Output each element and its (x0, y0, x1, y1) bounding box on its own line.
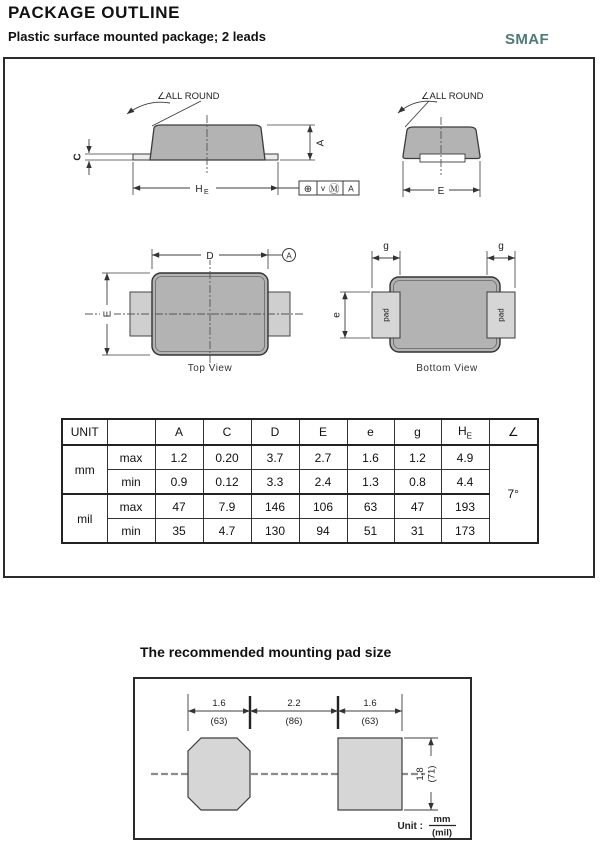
pad-dim-left-mm: 1.6 (212, 698, 226, 709)
side-all-round-leader (152, 101, 201, 126)
feature-control-frame (299, 181, 359, 196)
bottom-dim-e-label: e (331, 312, 343, 318)
value-cell: 193 (441, 494, 489, 519)
value-cell: 130 (251, 519, 299, 544)
top-dim-d-label: D (206, 251, 214, 262)
value-cell: 1.6 (347, 445, 394, 470)
side-dim-he-sub: E (204, 189, 209, 196)
header-col: E (299, 419, 347, 445)
top-dim-e-label: E (102, 310, 114, 318)
header-col: D (251, 419, 299, 445)
side-dim-c-label: C (72, 153, 84, 161)
fcf-tolerance-label: v (321, 184, 325, 193)
unit-note-mm: mm (433, 814, 451, 825)
value-cell: 0.12 (203, 470, 251, 495)
value-cell: 2.7 (299, 445, 347, 470)
unit-note-label: Unit : (397, 821, 423, 832)
unit-mm-cell: mm (62, 445, 107, 494)
table-row (62, 519, 538, 544)
bottom-view-drawing (332, 241, 516, 374)
unit-note-mil: (mil) (431, 827, 453, 838)
mounting-pad-panel (133, 677, 472, 840)
table-header-row (62, 419, 538, 445)
page-title: PACKAGE OUTLINE (8, 3, 181, 22)
package-name-badge: SMAF (505, 31, 550, 48)
pad-left-label: pad (381, 308, 391, 322)
mounting-pad-drawing (135, 679, 470, 838)
pad-dim-center-mil: (86) (285, 716, 303, 727)
fcf-position-symbol: ⊕ (303, 184, 313, 195)
value-cell: 4.4 (441, 470, 489, 495)
page-subtitle: Plastic surface mounted package; 2 leads (8, 29, 266, 44)
value-cell: 0.9 (155, 470, 203, 495)
fcf-datum-label: A (348, 183, 354, 194)
value-cell: 47 (155, 494, 203, 519)
side-body (150, 125, 265, 160)
value-cell: 7.9 (203, 494, 251, 519)
pad-dim-height-mm: 1.8 (415, 767, 426, 781)
pad-dim-right-mm: 1.6 (363, 698, 377, 709)
value-cell: 0.20 (203, 445, 251, 470)
header-blank (107, 419, 155, 445)
header-he (441, 419, 489, 445)
package-outline-panel (3, 57, 595, 578)
header-angle: ∠ (489, 419, 538, 445)
top-view-drawing (85, 248, 305, 374)
value-cell: 146 (251, 494, 299, 519)
header-col: g (394, 419, 441, 445)
pad-dim-height-mil: (71) (426, 765, 438, 783)
header-he-main: H (457, 423, 467, 438)
side-all-round-label: ∠ALL ROUND (157, 91, 220, 102)
value-cell: 35 (155, 519, 203, 544)
limit-cell: max (107, 445, 155, 470)
header-he-sub: E (466, 431, 472, 441)
mounting-pad-right (338, 738, 402, 810)
header-unit: UNIT (62, 419, 107, 445)
bottom-view-caption: Bottom View (416, 363, 478, 374)
top-view-caption: Top View (187, 363, 233, 374)
end-all-round-leader (405, 101, 429, 127)
side-dim-he-label: H (195, 184, 203, 195)
side-all-round-arc (127, 102, 170, 114)
table-row (62, 445, 538, 470)
mounting-pad-left (188, 738, 250, 810)
header-col: A (155, 419, 203, 445)
pad-dim-left-mil: (63) (210, 716, 228, 727)
unit-mil-cell: mil (62, 494, 107, 543)
value-cell: 0.8 (394, 470, 441, 495)
limit-cell: min (107, 519, 155, 544)
bottom-body (390, 277, 500, 352)
limit-cell: min (107, 470, 155, 495)
value-cell: 1.2 (155, 445, 203, 470)
value-cell: 4.7 (203, 519, 251, 544)
package-views-drawing (5, 59, 593, 391)
end-dim-e-label: E (437, 186, 445, 197)
datum-a-label: A (286, 251, 292, 261)
table-row (62, 470, 538, 495)
value-cell: 173 (441, 519, 489, 544)
value-cell: 94 (299, 519, 347, 544)
side-dim-a-label: A (315, 139, 327, 147)
value-cell: 4.9 (441, 445, 489, 470)
pad-right-label: pad (496, 308, 506, 322)
end-view-drawing (398, 91, 484, 197)
pad-dim-right-mil: (63) (361, 716, 379, 727)
value-cell: 2.4 (299, 470, 347, 495)
pad-dim-center-mm: 2.2 (287, 698, 301, 709)
value-cell: 1.3 (347, 470, 394, 495)
value-cell: 47 (394, 494, 441, 519)
end-lead-face (420, 154, 465, 162)
bottom-dim-g-left-label: g (383, 241, 389, 252)
bottom-dim-g-right-label: g (498, 241, 504, 252)
dimension-table (61, 418, 539, 544)
table-row (62, 494, 538, 519)
end-all-round-arc (398, 101, 437, 113)
fcf-mmc-symbol: Ⓜ (328, 183, 340, 196)
header-col: C (203, 419, 251, 445)
value-cell: 1.2 (394, 445, 441, 470)
value-cell: 63 (347, 494, 394, 519)
value-cell: 3.3 (251, 470, 299, 495)
value-cell: 106 (299, 494, 347, 519)
end-all-round-label: ∠ALL ROUND (421, 91, 484, 102)
value-cell: 31 (394, 519, 441, 544)
angle-value-cell: 7° (489, 445, 538, 543)
value-cell: 51 (347, 519, 394, 544)
side-view-drawing (73, 91, 360, 196)
header-col: e (347, 419, 394, 445)
limit-cell: max (107, 494, 155, 519)
value-cell: 3.7 (251, 445, 299, 470)
mounting-pad-heading: The recommended mounting pad size (140, 644, 392, 660)
